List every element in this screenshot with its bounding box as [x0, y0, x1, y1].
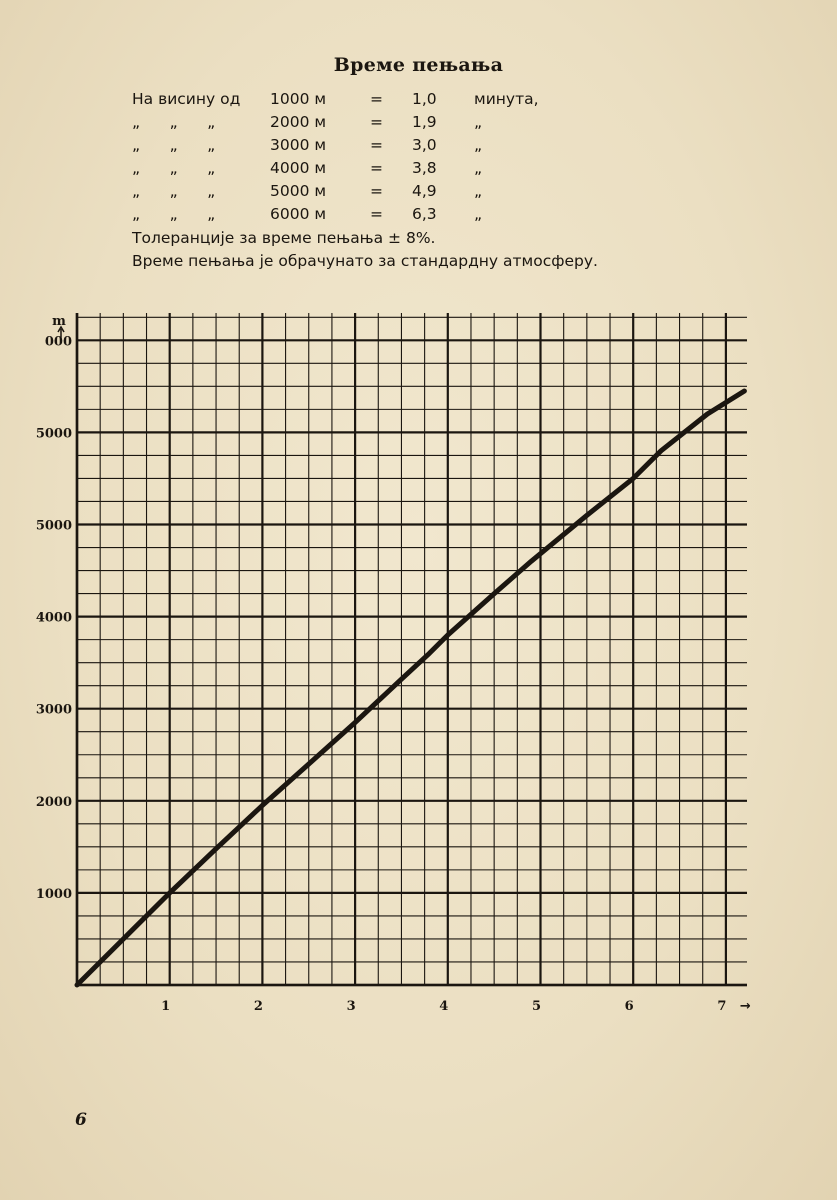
- row-value: 4,9: [412, 182, 437, 200]
- x-tick-label: 2: [253, 999, 263, 1014]
- row-unit: „: [474, 205, 483, 223]
- y-tick-label: 5000: [35, 518, 72, 534]
- row-value: 3,8: [412, 159, 437, 177]
- x-axis-arrow: →: [739, 999, 751, 1014]
- row-equals: =: [370, 205, 383, 223]
- tolerance-note: Толеранције за време пењања ± 8%.: [132, 229, 436, 247]
- row-lead: „ „ „: [132, 136, 216, 154]
- x-tick-label: 1: [161, 999, 171, 1014]
- row-value: 1,9: [412, 113, 437, 131]
- row-value: 6,3: [412, 205, 437, 223]
- row-lead: На висину од: [132, 90, 241, 108]
- page-title: Време пењања: [333, 54, 504, 76]
- row-altitude: 6000 м: [270, 205, 327, 223]
- row-unit: „: [474, 113, 483, 131]
- row-lead: „ „ „: [132, 159, 216, 177]
- climb-curve: [77, 391, 744, 985]
- y-tick-label: 4000: [35, 610, 72, 626]
- x-tick-label: 3: [346, 999, 356, 1014]
- row-lead: „ „ „: [132, 182, 216, 200]
- row-altitude: 3000 м: [270, 136, 327, 154]
- row-value: 3,0: [412, 136, 437, 154]
- row-altitude: 4000 м: [270, 159, 327, 177]
- row-unit: „: [474, 136, 483, 154]
- row-altitude: 1000 м: [270, 90, 327, 108]
- atmosphere-note: Време пењања је обрачунато за стандардну атмосферу.: [132, 252, 598, 270]
- x-tick-label: 6: [624, 999, 634, 1014]
- y-tick-label: 3000: [35, 702, 72, 718]
- x-tick-label: 4: [439, 999, 449, 1014]
- row-equals: =: [370, 113, 383, 131]
- row-unit: „: [474, 159, 483, 177]
- row-value: 1,0: [412, 90, 437, 108]
- row-altitude: 2000 м: [270, 113, 327, 131]
- row-equals: =: [370, 90, 383, 108]
- page-number: 6: [75, 1110, 87, 1130]
- row-altitude: 5000 м: [270, 182, 327, 200]
- row-equals: =: [370, 159, 383, 177]
- x-tick-label: 5: [531, 999, 542, 1014]
- row-equals: =: [370, 136, 383, 154]
- y-tick-label: 1000: [35, 886, 72, 902]
- row-unit: минута,: [474, 90, 539, 108]
- y-tick-label: 5000: [35, 426, 72, 442]
- y-unit-label: m: [52, 314, 66, 329]
- x-tick-label: 7: [717, 999, 727, 1014]
- y-tick-label: 000: [44, 334, 72, 350]
- row-equals: =: [370, 182, 383, 200]
- row-lead: „ „ „: [132, 205, 216, 223]
- row-lead: „ „ „: [132, 113, 216, 131]
- y-tick-label: 2000: [35, 794, 72, 810]
- row-unit: „: [474, 182, 483, 200]
